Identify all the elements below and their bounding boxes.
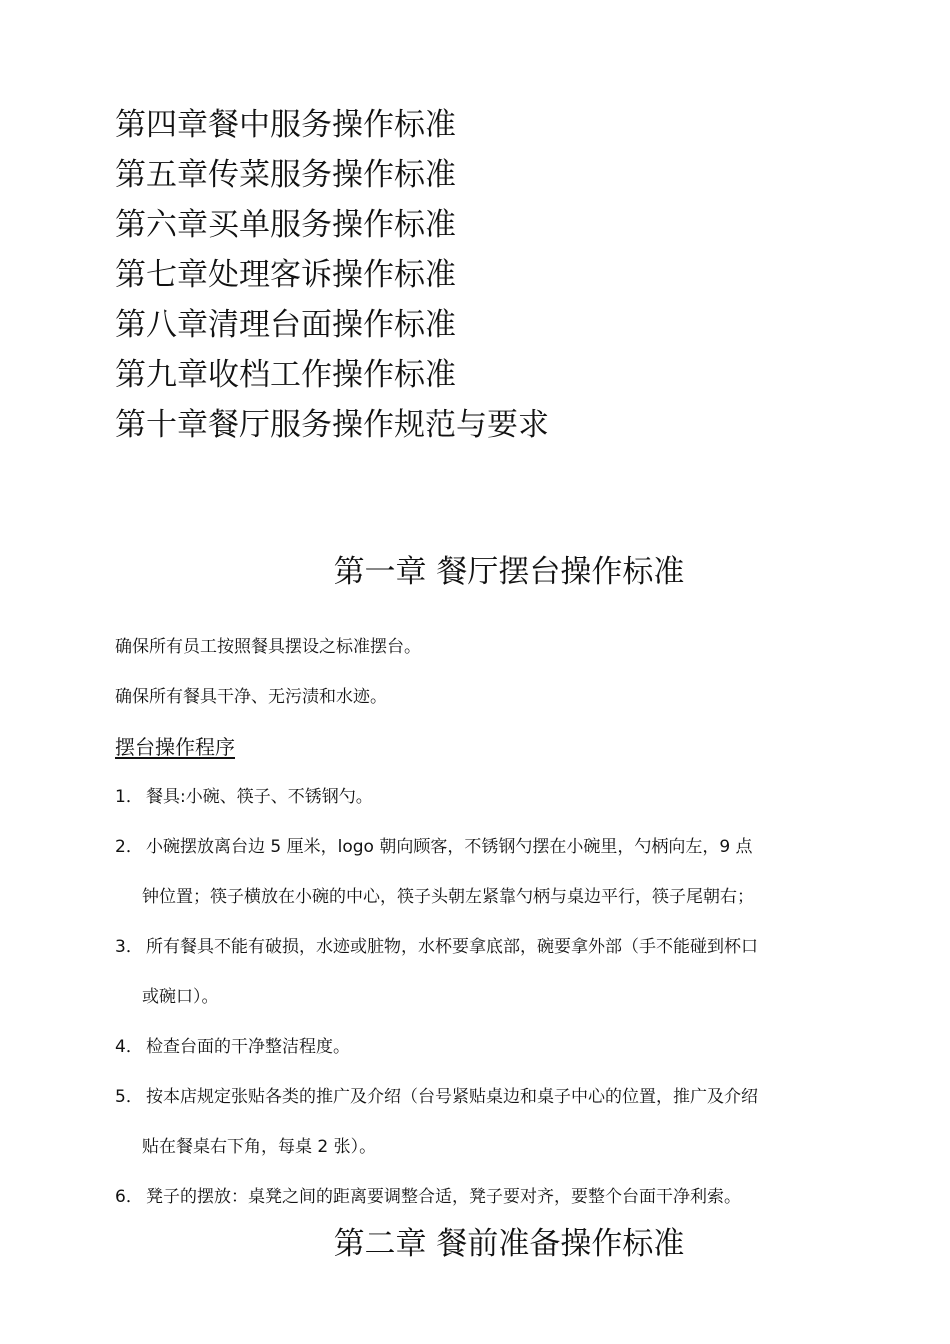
toc-chapter-number: 第四章 (115, 107, 208, 143)
intro-paragraph: 确保所有员工按照餐具摆设之标准摆台。 (115, 637, 421, 657)
list-item-text: 检查台面的干净整洁程度。 (146, 1037, 350, 1057)
list-item-number: 1． (115, 787, 143, 807)
toc-chapter-title: 收档工作操作标准 (208, 357, 456, 393)
list-item-number: 6． (115, 1187, 143, 1207)
toc-entry (115, 100, 549, 150)
toc-chapter-title: 餐厅服务操作规范与要求 (208, 407, 549, 443)
list-item (115, 1085, 840, 1159)
toc-entry (115, 150, 549, 200)
toc-entry (115, 300, 549, 350)
list-item (115, 935, 840, 1009)
toc-chapter-title: 清理台面操作标准 (208, 307, 456, 343)
toc-chapter-number: 第八章 (115, 307, 208, 343)
list-item-number: 4． (115, 1037, 143, 1057)
section-heading: 摆台操作程序 (115, 735, 235, 759)
list-item-continuation: 或碗口）。 (142, 987, 219, 1007)
intro-paragraph: 确保所有餐具干净、无污渍和水迹。 (115, 687, 387, 707)
toc-entry (115, 350, 549, 400)
table-of-contents (115, 100, 549, 450)
toc-chapter-title: 餐中服务操作标准 (208, 107, 456, 143)
toc-chapter-number: 第七章 (115, 257, 208, 293)
toc-entry (115, 250, 549, 300)
list-item-text: 餐具:小碗、筷子、不锈钢勺。 (146, 787, 373, 807)
list-item-text: 小碗摆放离台边 5 厘米，logo 朝向顾客，不锈钢勺摆在小碗里，勺柄向左，9 点 (146, 837, 753, 857)
toc-chapter-title: 买单服务操作标准 (208, 207, 456, 243)
toc-chapter-number: 第十章 (115, 407, 208, 443)
chapter-1-heading: 第一章 餐厅摆台操作标准 (333, 554, 685, 590)
toc-entry (115, 400, 549, 450)
list-item (115, 1185, 840, 1209)
toc-entry (115, 200, 549, 250)
list-item-text: 所有餐具不能有破损，水迹或脏物，水杯要拿底部，碗要拿外部（手不能碰到杯口 (146, 937, 758, 957)
chapter-2-heading: 第二章 餐前准备操作标准 (333, 1226, 685, 1262)
list-item-number: 5． (115, 1087, 143, 1107)
list-item (115, 835, 840, 909)
list-item-continuation: 贴在餐桌右下角，每桌 2 张）。 (142, 1137, 377, 1157)
procedure-list (115, 785, 840, 1235)
toc-chapter-title: 传菜服务操作标准 (208, 157, 456, 193)
list-item-text: 凳子的摆放：桌凳之间的距离要调整合适，凳子要对齐，要整个台面干净利索。 (146, 1187, 741, 1207)
list-item-number: 2． (115, 837, 143, 857)
list-item (115, 785, 840, 809)
toc-chapter-number: 第六章 (115, 207, 208, 243)
list-item (115, 1035, 840, 1059)
list-item-text: 按本店规定张贴各类的推广及介绍（台号紧贴桌边和桌子中心的位置，推广及介绍 (146, 1087, 758, 1107)
toc-chapter-title: 处理客诉操作标准 (208, 257, 456, 293)
list-item-number: 3． (115, 937, 143, 957)
toc-chapter-number: 第五章 (115, 157, 208, 193)
toc-chapter-number: 第九章 (115, 357, 208, 393)
list-item-continuation: 钟位置；筷子横放在小碗的中心，筷子头朝左紧靠勺柄与桌边平行，筷子尾朝右； (142, 887, 754, 907)
